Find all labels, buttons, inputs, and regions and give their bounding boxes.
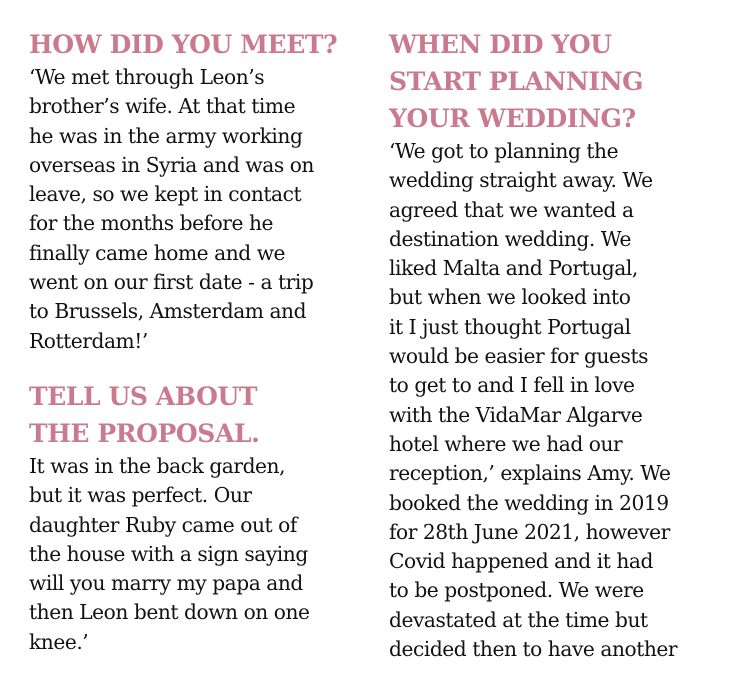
section-body <box>29 452 369 657</box>
body-line: destination wedding. We <box>389 226 631 251</box>
body-line: to Brussels, Amsterdam and <box>29 299 307 324</box>
body-line: wedding straight away. We <box>389 168 653 193</box>
section-spacer <box>29 356 369 378</box>
body-line: leave, so we kept in contact <box>29 182 302 207</box>
body-line: then Leon bent down on one <box>29 600 310 625</box>
heading-line: START PLANNING <box>389 67 644 96</box>
section-planning <box>389 26 739 664</box>
section-proposal <box>29 378 369 657</box>
body-line: to get to and I fell in love <box>389 373 635 398</box>
section-body <box>29 63 369 356</box>
body-line: ‘We got to planning the <box>389 139 619 163</box>
section-heading <box>29 378 369 452</box>
body-line: overseas in Syria and was on <box>29 152 314 177</box>
heading-line: THE PROPOSAL. <box>29 418 260 448</box>
body-line: the house with a sign saying <box>29 541 308 566</box>
body-line: for the months before he <box>29 211 274 236</box>
body-line: booked the wedding in 2019 <box>389 490 669 515</box>
body-line: devastated at the time but <box>389 607 648 632</box>
body-line: agreed that we wanted a <box>389 197 634 222</box>
body-line: hotel where we had our <box>389 431 623 456</box>
body-line: reception,’ explains Amy. We <box>389 461 671 486</box>
body-line: with the VidaMar Algarve <box>389 402 643 427</box>
body-line: ‘We met through Leon’s <box>29 65 265 89</box>
body-line: but it was perfect. Our <box>29 483 252 508</box>
heading-line: YOUR WEDDING? <box>389 104 636 133</box>
body-line: he was in the army working <box>29 123 303 148</box>
heading-line: HOW DID YOU MEET? <box>29 30 338 59</box>
left-column <box>29 26 369 657</box>
body-line: Covid happened and it had <box>389 549 653 574</box>
body-line: finally came home and we <box>29 240 286 265</box>
body-line: It was in the back garden, <box>29 453 286 478</box>
body-line: Rotterdam!’ <box>29 328 148 353</box>
body-line: to be postponed. We were <box>389 578 644 603</box>
body-line: daughter Ruby came out of <box>29 512 297 537</box>
body-line: but when we looked into <box>389 285 631 310</box>
body-line: would be easier for guests <box>389 344 649 369</box>
body-line: for 28th June 2021, however <box>389 519 670 544</box>
body-line: went on our first date - a trip <box>29 270 314 295</box>
section-body <box>389 137 739 664</box>
body-line: brother’s wife. At that time <box>29 94 296 119</box>
body-line: knee.’ <box>29 629 89 654</box>
section-heading <box>389 26 739 137</box>
section-how-did-you-meet <box>29 26 369 356</box>
body-line: liked Malta and Portugal, <box>389 256 638 281</box>
heading-line: WHEN DID YOU <box>389 30 612 59</box>
right-column <box>389 26 739 664</box>
heading-line: TELL US ABOUT <box>29 381 258 411</box>
body-line: it I just thought Portugal <box>389 314 631 339</box>
section-heading <box>29 26 369 63</box>
body-line: decided then to have another <box>389 637 678 662</box>
body-line: will you marry my papa and <box>29 571 303 596</box>
